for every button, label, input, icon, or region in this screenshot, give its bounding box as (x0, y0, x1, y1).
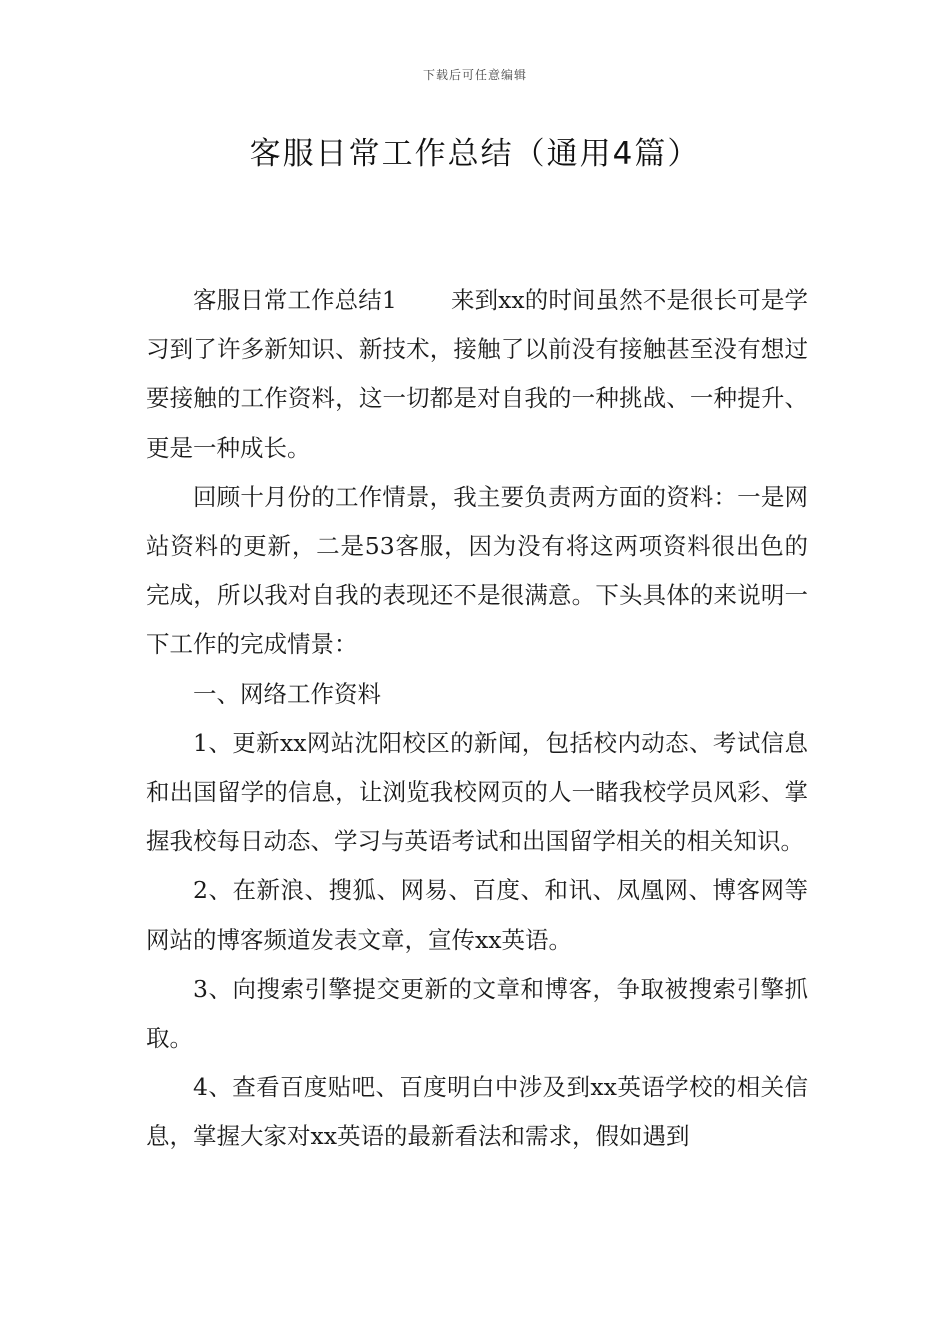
paragraph-1 (146, 276, 808, 473)
document-title: 客服日常工作总结（通用4篇） (249, 136, 701, 172)
paragraph-7: 4、查看百度贴吧、百度明白中涉及到xx英语学校的相关信息，掌握大家对xx英语的最新看法和需求，假如遇到 (146, 1073, 808, 1151)
paragraph-3: 一、网络工作资料 (193, 679, 381, 708)
paragraph-text: 来到xx的时间虽然不是很长可是学习到了许多新知识、新技术，接触了以前没有接触甚至没有想过要接触的工作资料，这一切都是对自我的一种挑战、一种提升、更是一种成长。 (146, 286, 809, 462)
header-note: 下载后可任意编辑 (422, 68, 527, 82)
paragraph-5: 2、在新浪、搜狐、网易、百度、和讯、凤凰网、博客网等网站的博客频道发表文章，宣传xx英语。 (146, 876, 808, 954)
paragraph-4: 1、更新xx网站沈阳校区的新闻，包括校内动态、考试信息和出国留学的信息，让浏览我校网页的人一睹我校学员风彩、掌握我校每日动态、学习与英语考试和出国留学相关的相关知识。 (146, 728, 808, 856)
paragraph-2: 回顾十月份的工作情景，我主要负责两方面的资料：一是网站资料的更新，二是53客服，因为没有将这两项资料很出色的完成，所以我对自我的表现还不是很满意。下头具体的来说明一下工作的完成情景： (146, 482, 808, 659)
section-heading: 客服日常工作总结1 (193, 286, 397, 314)
document-body (146, 276, 808, 1162)
paragraph-6: 3、向搜索引擎提交更新的文章和博客，争取被搜索引擎抓取。 (146, 974, 808, 1053)
